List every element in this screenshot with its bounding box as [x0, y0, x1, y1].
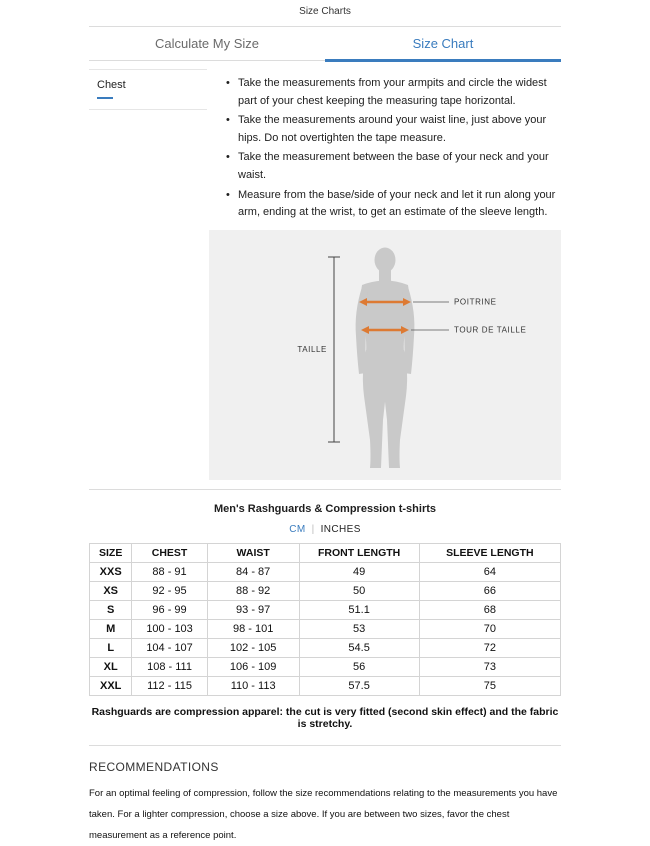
header-cell-size: SIZE	[90, 543, 132, 562]
table-cell: M	[90, 619, 132, 638]
table-row	[90, 581, 561, 600]
size-charts-panel	[89, 0, 561, 846]
header-cell-front-length: FRONT LENGTH	[299, 543, 419, 562]
table-cell: 112 - 115	[132, 676, 207, 695]
section-divider	[89, 489, 561, 490]
tab-content	[89, 69, 561, 480]
instruction-item: • Take the measurements from your armpits and circle the widest part of your chest keeping the measuring tape horizontal.	[226, 75, 561, 110]
table-cell: 88 - 92	[207, 581, 299, 600]
recommendations-body: For an optimal feeling of compression, follow the size recommendations relating to the measurements you have taken. For a lighter compression, choose a size above. If you are between two sizes, favor the chest measurement as a reference point.	[89, 787, 558, 841]
table-header-row	[90, 543, 561, 562]
table-cell: 92 - 95	[132, 581, 207, 600]
recommendations-title: RECOMMENDATIONS	[89, 759, 219, 774]
compression-note: Rashguards are compression apparel: the cut is very fitted (second skin effect) and the fabric is stretchy.	[91, 705, 559, 730]
unit-toggle	[89, 524, 561, 535]
instruction-item: • Take the measurement between the base of your neck and your waist.	[226, 149, 561, 184]
table-cell: 51.1	[299, 600, 419, 619]
height-measure-line	[328, 257, 340, 442]
table-cell: 66	[419, 581, 560, 600]
instruction-item: • Take the measurements around your waist line, just above your hips. Do not overtighten the tape measure.	[226, 112, 561, 147]
instructions-panel	[207, 69, 561, 480]
table-cell: 50	[299, 581, 419, 600]
measurement-diagram	[209, 230, 561, 480]
table-cell: 70	[419, 619, 560, 638]
size-table	[89, 543, 561, 696]
table-cell: 93 - 97	[207, 600, 299, 619]
table-cell: 98 - 101	[207, 619, 299, 638]
table-cell: 54.5	[299, 638, 419, 657]
size-table-title: Men's Rashguards & Compression t-shirts	[213, 502, 437, 515]
table-cell: 57.5	[299, 676, 419, 695]
table-cell: 102 - 105	[207, 638, 299, 657]
table-cell: XXL	[90, 676, 132, 695]
table-cell: 110 - 113	[207, 676, 299, 695]
table-cell: 84 - 87	[207, 562, 299, 581]
table-cell: 56	[299, 657, 419, 676]
table-cell: 49	[299, 562, 419, 581]
active-indicator	[97, 97, 113, 99]
waist-label: TOUR DE TAILLE	[454, 325, 527, 335]
table-row	[90, 657, 561, 676]
mannequin-diagram-svg	[209, 230, 561, 480]
header-cell-chest: CHEST	[132, 543, 207, 562]
table-row	[90, 562, 561, 581]
table-cell: 108 - 111	[132, 657, 207, 676]
table-cell: 73	[419, 657, 560, 676]
page-title: Size Charts	[299, 6, 351, 17]
table-cell: 88 - 91	[132, 562, 207, 581]
height-label: TAILLE	[297, 344, 327, 354]
table-row	[90, 600, 561, 619]
table-row	[90, 619, 561, 638]
instructions-list	[209, 75, 561, 222]
chest-label: POITRINE	[454, 297, 497, 307]
table-cell: 72	[419, 638, 560, 657]
header-cell-waist: WAIST	[207, 543, 299, 562]
sidebar-item-label: Chest	[97, 79, 126, 91]
table-cell: 75	[419, 676, 560, 695]
table-cell: XXS	[90, 562, 132, 581]
table-cell: 53	[299, 619, 419, 638]
tab-calculate-my-size[interactable]: Calculate My Size	[154, 36, 260, 51]
table-cell: L	[90, 638, 132, 657]
tab-size-chart[interactable]: Size Chart	[325, 27, 561, 62]
instruction-item: • Measure from the base/side of your neck and let it run along your arm, ending at the wrist, to get an estimate of the sleeve length.	[226, 187, 561, 222]
measurement-sidebar	[89, 69, 207, 480]
header-cell-sleeve-length: SLEEVE LENGTH	[419, 543, 560, 562]
table-row	[90, 638, 561, 657]
table-row	[90, 676, 561, 695]
table-cell: 100 - 103	[132, 619, 207, 638]
section-divider	[89, 745, 561, 746]
table-cell: S	[90, 600, 132, 619]
table-cell: XL	[90, 657, 132, 676]
table-cell: 106 - 109	[207, 657, 299, 676]
table-cell: 68	[419, 600, 560, 619]
table-cell: XS	[90, 581, 132, 600]
mannequin-figure	[356, 247, 415, 468]
unit-cm[interactable]: CM	[289, 523, 306, 535]
unit-separator: |	[311, 523, 315, 535]
table-cell: 96 - 99	[132, 600, 207, 619]
unit-inches[interactable]: INCHES	[320, 523, 361, 535]
table-cell: 104 - 107	[132, 638, 207, 657]
tab-bar	[89, 27, 561, 61]
table-cell: 64	[419, 562, 560, 581]
sidebar-item-chest[interactable]	[89, 69, 207, 110]
